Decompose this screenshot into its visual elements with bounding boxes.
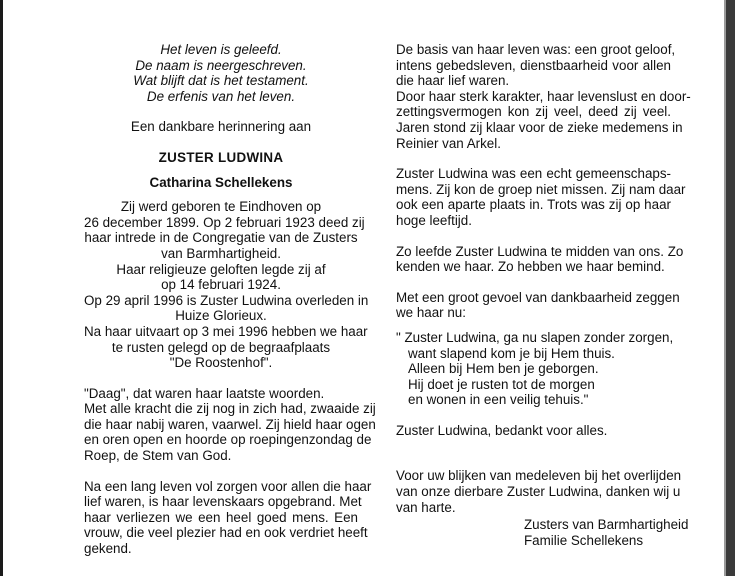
bio-line: Op 29 april 1996 is Zuster Ludwina overleden in (84, 292, 369, 308)
bio-line: Huize Glorieux. (175, 308, 267, 324)
poem-line: De erfenis van het leven. (146, 88, 296, 104)
text-line: Reinier van Arkel. (396, 135, 501, 151)
gratitude-paragraph (396, 289, 680, 321)
signature-block (524, 517, 688, 548)
text-line: die haar nabij waren, vaarwel. Zij hield haar ogen (84, 416, 376, 432)
text-line: mens. Zij kon de groep niet missen. Zij nam daar (396, 181, 686, 197)
text-line: ook een aparte plaats in. Trots was zij op haar (396, 197, 671, 213)
scan-edge-right (726, 0, 735, 576)
bio-line: van Barmhartigheid. (161, 245, 281, 261)
text-line: gekend. (84, 541, 132, 557)
biography (84, 199, 369, 371)
text-line: intens gebedsleven, dienstbaarheid voor allen (396, 57, 671, 73)
life-paragraph (84, 478, 372, 557)
text-line: vrouw, die veel plezier had en ook verdriet heeft (84, 525, 368, 541)
text-line: Met alle kracht die zij nog in zich had, zwaaide zij (84, 401, 376, 417)
quote-line: Hij doet je rusten tot de morgen (408, 376, 595, 392)
poem-line: Wat blijft dat is het testament. (133, 73, 309, 89)
bio-line: Haar religieuze geloften legde zij af (116, 261, 326, 277)
text-line: Zuster Ludwina was een echt gemeenschaps- (396, 166, 671, 182)
text-line: De basis van haar leven was: een groot geloof, (396, 42, 676, 57)
text-line: van onze dierbare Zuster Ludwina, danken wij u (396, 484, 681, 500)
text-line: Jaren stond zij klaar voor de zieke medemens in (396, 119, 683, 135)
text-line: haar verliezen we een heel goed mens. Een (84, 509, 358, 525)
bio-line: Na haar uitvaart op 3 mei 1996 hebben we haar (84, 323, 368, 339)
scan-edge-left (0, 0, 3, 576)
intro-text: Een dankbare herinnering aan (130, 119, 312, 135)
text-line: hoge leeftijd. (396, 212, 472, 228)
bio-line: 26 december 1899. Op 2 februari 1923 deed zij (84, 214, 365, 230)
faith-paragraph (396, 42, 691, 151)
text-line: we haar nu: (396, 305, 466, 321)
quote-line: " Zuster Ludwina, ga nu slapen zonder zorgen, (396, 329, 674, 345)
bio-line: op 14 februari 1924. (161, 277, 281, 293)
bio-line: te rusten gelegd op de begraafplaats (111, 339, 331, 355)
signature-line: Zusters van Barmhartigheid (524, 517, 689, 532)
left-column (84, 42, 376, 557)
poem-line: De naam is neergeschreven. (135, 57, 307, 73)
quote-line: en wonen in een veilig tehuis." (408, 392, 589, 408)
deceased-name: ZUSTER LUDWINA (158, 149, 284, 165)
bio-line: Zij werd geboren te Eindhoven op (120, 199, 322, 215)
opening-poem (84, 42, 358, 104)
text-line: Roep, de Stem van God. (84, 448, 232, 464)
poem-line: Het leven is geleefd. (160, 42, 282, 57)
thanks-line: Zuster Ludwina, bedankt voor alles. (396, 422, 608, 438)
civil-name: Catharina Schellekens (149, 174, 293, 190)
text-line: kenden we haar. Zo hebben we haar bemind. (396, 259, 665, 275)
text-line: die haar lief waren. (396, 73, 510, 89)
text-line: Zo leefde Zuster Ludwina te midden van ons. Zo (396, 243, 684, 259)
remembrance-paragraph (396, 243, 684, 275)
bio-line: haar intrede in de Congregatie van de Zusters (84, 230, 358, 246)
quote-line: want slapend kom je bij Hem thuis. (408, 345, 615, 361)
farewell-quote (396, 329, 674, 408)
text-line: van harte. (396, 499, 456, 515)
quote-line: Alleen bij Hem ben je geborgen. (408, 361, 599, 377)
bio-line: "De Roostenhof". (169, 355, 273, 371)
last-words-paragraph (84, 385, 376, 464)
text-line: Door haar sterk karakter, haar levenslust en door- (396, 88, 691, 104)
text-line: en oren open en hoorde op roepingenzondag de (84, 432, 372, 448)
signature-line: Familie Schellekens (524, 532, 644, 548)
text-line: Na een lang leven vol zorgen voor allen die haar (84, 478, 372, 494)
text-line: Voor uw blijken van medeleven bij het overlijden (396, 468, 682, 484)
condolence-paragraph (396, 468, 682, 515)
text-line: Met een groot gevoel van dankbaarheid zeggen (396, 289, 680, 305)
text-line: "Daag", dat waren haar laatste woorden. (84, 385, 325, 401)
text-line: lief waren, is haar levenskaars opgebrand. Met (84, 494, 362, 510)
community-paragraph (396, 166, 686, 228)
text-line: zettingsvermogen kon zij veel, deed zij veel. (396, 104, 671, 120)
right-column (396, 42, 691, 515)
